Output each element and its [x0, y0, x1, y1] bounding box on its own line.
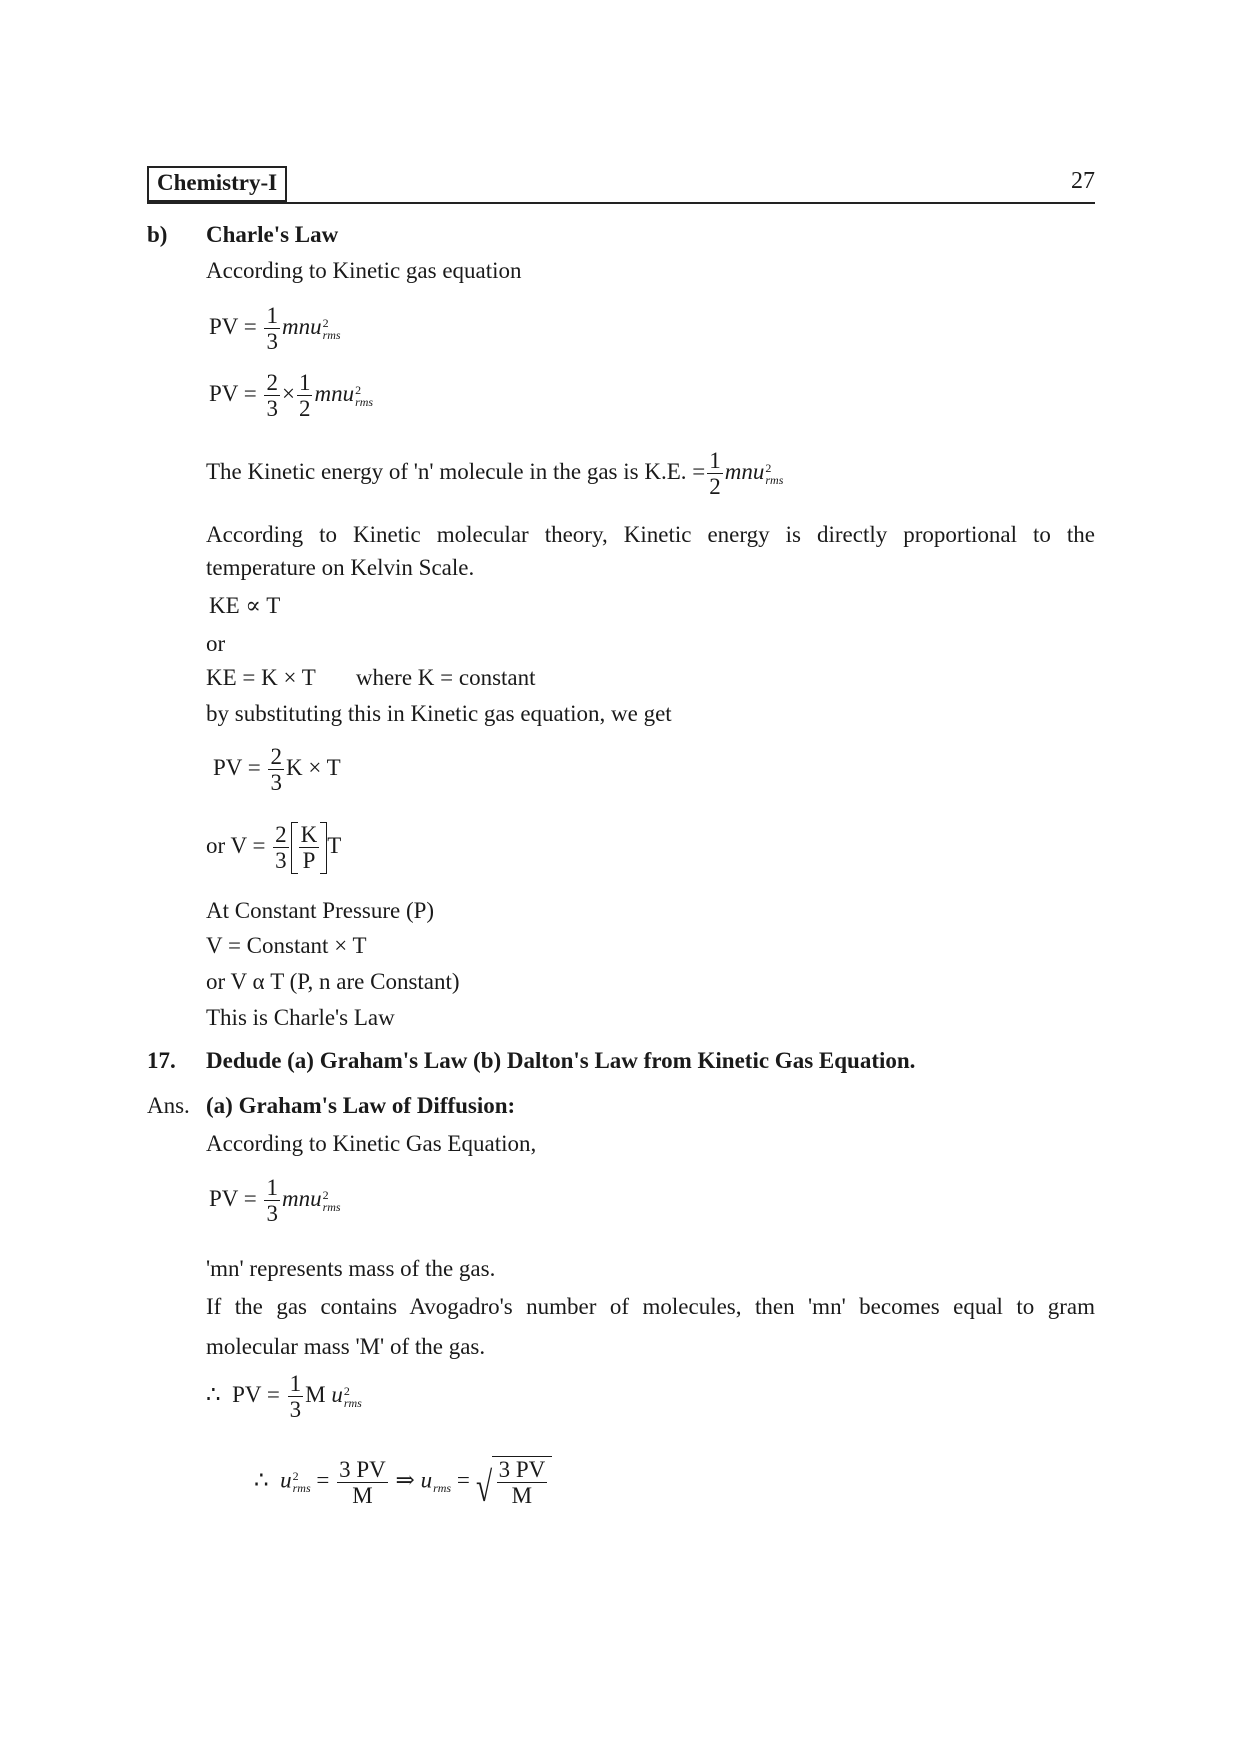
or-text: or	[206, 631, 226, 656]
equation-pv-2: PV = $\frac{2}{3}$ × $\frac{1}{2}$ mnu 2 rms	[209, 370, 374, 422]
question-number: 17.	[147, 1048, 176, 1073]
avogadro-line1: If the gas contains Avogadro's number of molecules, then 'mn' becomes equal to gram	[206, 1294, 1095, 1319]
square-root: √ $\frac{3 PV}{M}$	[476, 1456, 553, 1509]
equation-v: or V = $\frac{2}{3}$ $\frac{K}{P}$ T	[206, 822, 342, 874]
v-alpha-text: or V α T (P, n are Constant)	[206, 969, 460, 994]
page-number: 27	[1071, 168, 1095, 194]
page-header	[147, 166, 1095, 204]
section-marker: b)	[147, 222, 168, 247]
subject-label: Chemistry-I	[147, 166, 287, 202]
answer-intro: According to Kinetic Gas Equation,	[206, 1131, 537, 1156]
answer-label: Ans.	[147, 1093, 190, 1118]
question-text: Dedude (a) Graham's Law (b) Dalton's Law from Kinetic Gas Equation.	[206, 1048, 916, 1073]
section-title: Charle's Law	[206, 222, 339, 247]
mn-text: 'mn' represents mass of the gas.	[206, 1256, 496, 1281]
equation-pv-3: PV = $\frac{2}{3}$ K × T	[213, 744, 341, 796]
answer-subtitle: (a) Graham's Law of Diffusion:	[206, 1093, 516, 1118]
kinetic-energy-line: The Kinetic energy of 'n' molecule in the gas is K.E. = $\frac{1}{2}$ mnu 2 rms	[206, 448, 784, 500]
conclusion-text: This is Charle's Law	[206, 1005, 395, 1030]
equation-pv-1: PV = $\frac{1}{3}$ mnu 2 rms	[209, 303, 341, 355]
theory-paragraph-line1: According to Kinetic molecular theory, Kinetic energy is directly proportional to the	[206, 522, 1095, 547]
answer-equation-pv: PV = $\frac{1}{3}$ mnu 2 rms	[209, 1175, 341, 1227]
answer-equation-pv-m: ∴ PV = $\frac{1}{3}$ M u 2 rms	[206, 1371, 362, 1423]
avogadro-line2: molecular mass 'M' of the gas.	[206, 1334, 486, 1359]
section-intro: According to Kinetic gas equation	[206, 258, 522, 283]
v-constant-text: V = Constant × T	[206, 933, 367, 958]
substitution-text: by substituting this in Kinetic gas equation, we get	[206, 701, 672, 726]
proportionality: KE ∝ T	[209, 593, 281, 618]
answer-equation-urms: ∴ u 2 rms = $\frac{3 PV}{M}$ ⇒ u rms = √ $\frac{3 PV}{M}$	[254, 1456, 552, 1509]
constant-pressure-text: At Constant Pressure (P)	[206, 898, 435, 923]
ke-equation-line: KE = K × T where K = constant	[206, 665, 536, 690]
theory-paragraph-line2: temperature on Kelvin Scale.	[206, 555, 475, 580]
